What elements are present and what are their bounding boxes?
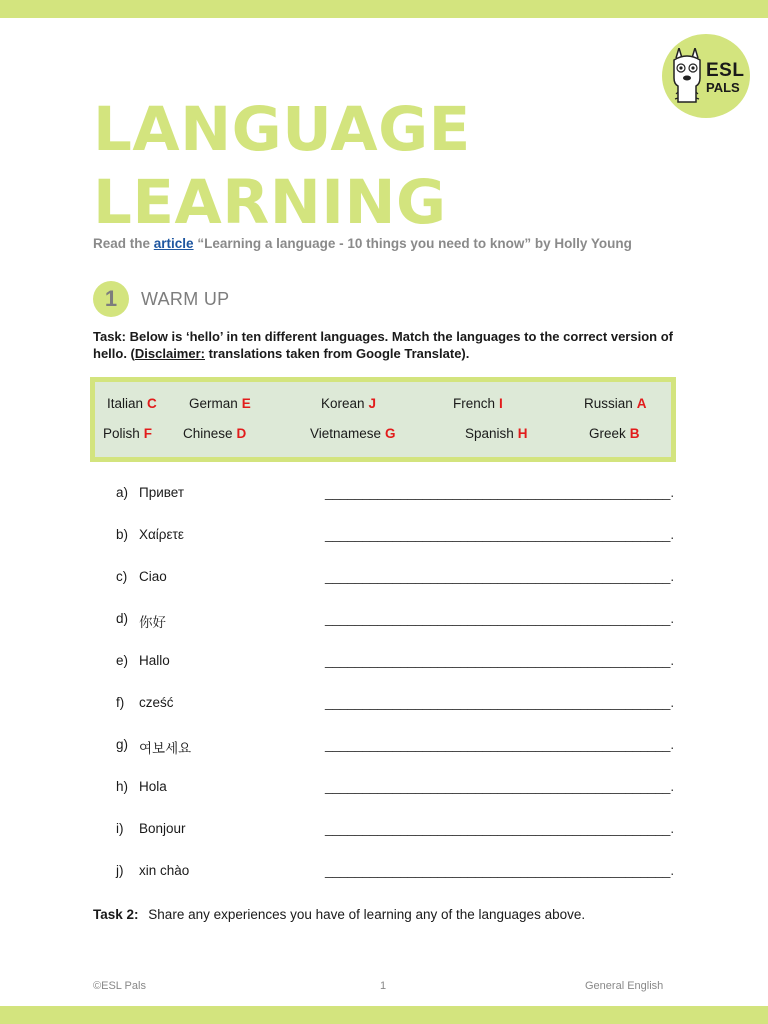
pair-letter: A (636, 396, 647, 411)
pair-language: Greek (589, 426, 626, 441)
pair-item (107, 396, 157, 411)
top-accent-bar (0, 0, 768, 18)
pair-item (589, 426, 640, 441)
task-2 (93, 907, 585, 922)
logo-text-esl: ESL (706, 60, 745, 81)
reading-instruction (93, 236, 632, 251)
hello-word: Hola (139, 779, 167, 794)
pair-item (584, 396, 647, 411)
pair-letter: F (143, 426, 153, 441)
article-title: “Learning a language - 10 things you need to know” by Holly Young (197, 236, 632, 251)
task-2-text: Share any experiences you have of learning any of the languages above. (148, 907, 586, 922)
task-1-lead: Task: Below is ‘hello’ in ten different languages. Match the languages to the correct version of hello. ( (93, 329, 673, 361)
hello-word: 여보세요 (139, 741, 192, 756)
pair-item (465, 426, 528, 441)
pair-item (183, 426, 246, 441)
pair-language: Polish (103, 426, 140, 441)
llama-icon (670, 48, 704, 104)
item-label: c) (116, 569, 128, 584)
bottom-accent-bar (0, 1006, 768, 1024)
answer-blank[interactable]: ______________________________________________. (325, 821, 675, 836)
pair-letter: G (385, 426, 396, 441)
footer-copyright: ©ESL Pals (93, 980, 146, 992)
pair-letter: E (241, 396, 251, 411)
pair-letter: D (236, 426, 247, 441)
pair-item (189, 396, 251, 411)
item-label: j) (116, 863, 124, 878)
pair-language: German (189, 396, 238, 411)
footer-course: General English (585, 980, 664, 992)
pair-letter: I (499, 396, 503, 411)
page-title (93, 93, 613, 239)
pair-item (321, 396, 376, 411)
task-1-instructions (93, 328, 673, 362)
item-label: g) (116, 737, 129, 752)
pair-letter: J (368, 396, 377, 411)
hello-word: 你好 (139, 615, 166, 630)
item-label: f) (116, 695, 125, 710)
item-label: a) (116, 485, 129, 500)
item-label: i) (116, 821, 124, 836)
pair-language: French (453, 396, 496, 411)
hello-word: Bonjour (139, 821, 186, 836)
item-label: h) (116, 779, 129, 794)
pair-letter: C (147, 396, 157, 411)
hello-word: Привет (139, 485, 185, 500)
pair-language: Chinese (183, 426, 233, 441)
disclaimer-label: Disclaimer: (134, 346, 205, 361)
pair-language: Italian (107, 396, 144, 411)
answer-blank[interactable]: ______________________________________________. (325, 611, 675, 626)
answer-blank[interactable]: ______________________________________________. (325, 485, 675, 500)
answer-blank[interactable]: ______________________________________________. (325, 737, 675, 752)
logo-text-pals: PALS (706, 80, 740, 95)
pair-item (103, 426, 152, 441)
pair-item (310, 426, 396, 441)
answer-blank[interactable]: ______________________________________________. (325, 653, 675, 668)
language-answer-box (90, 377, 676, 462)
task-2-label: Task 2: (93, 907, 139, 922)
task-1-tail: translations taken from Google Translate). (204, 346, 470, 361)
hello-word: cześć (139, 695, 174, 710)
hello-word: xin chào (139, 863, 190, 878)
answer-blank[interactable]: ______________________________________________. (325, 527, 675, 542)
pair-item (453, 396, 503, 411)
answer-blank[interactable]: ______________________________________________. (325, 863, 675, 878)
pair-language: Korean (321, 396, 365, 411)
section-number-badge: 1 (93, 281, 129, 317)
pair-letter: B (629, 426, 640, 441)
item-label: d) (116, 611, 129, 626)
item-label: e) (116, 653, 129, 668)
footer-page-number: 1 (380, 980, 387, 992)
title-line-1: LANGUAGE (93, 94, 471, 165)
hello-word: Χαίρετε (139, 527, 184, 542)
section-title: WARM UP (141, 289, 230, 309)
answer-blank[interactable]: ______________________________________________. (325, 569, 675, 584)
pair-letter: H (517, 426, 528, 441)
esl-pals-logo (662, 34, 750, 118)
title-line-2: LEARNING (93, 167, 447, 238)
pair-language: Spanish (465, 426, 514, 441)
hello-word: Ciao (139, 569, 167, 584)
answer-blank[interactable]: ______________________________________________. (325, 695, 675, 710)
article-link[interactable]: article (153, 236, 194, 251)
answer-blank[interactable]: ______________________________________________. (325, 779, 675, 794)
hello-word: Hallo (139, 653, 170, 668)
item-label: b) (116, 527, 129, 542)
reading-prefix: Read the (93, 236, 151, 251)
pair-language: Russian (584, 396, 633, 411)
pair-language: Vietnamese (310, 426, 382, 441)
